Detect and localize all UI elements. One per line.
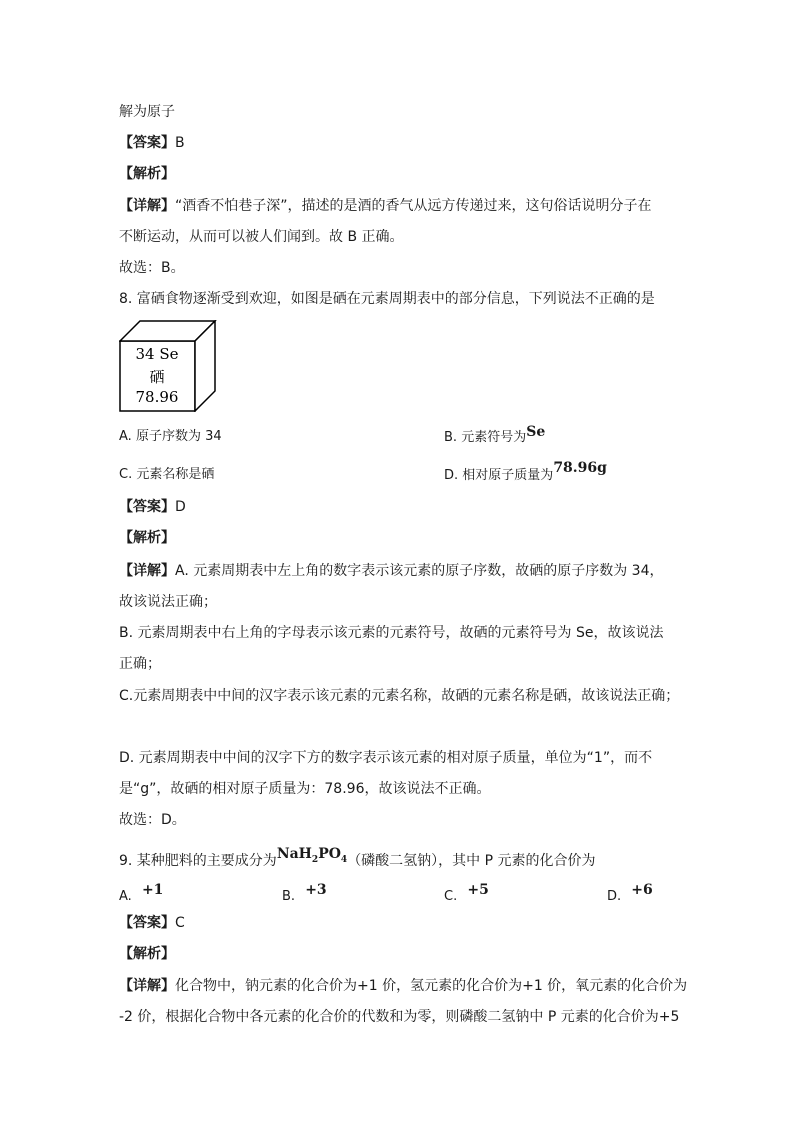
cell-number-symbol: 34 Se bbox=[135, 345, 179, 363]
option-label: D. bbox=[444, 468, 459, 483]
option-value: +1 bbox=[141, 882, 164, 898]
q7-detail-line1 bbox=[119, 196, 652, 216]
option-formula: 78.96g bbox=[553, 460, 607, 476]
q8-detail-a2: 故该说法正确； bbox=[119, 594, 217, 610]
detail-tag: 【详解】 bbox=[119, 563, 175, 579]
q9-option-b bbox=[282, 882, 327, 907]
option-label: B. bbox=[282, 889, 296, 904]
cell-atomic-mass: 78.96 bbox=[135, 388, 179, 406]
option-label: D. bbox=[607, 889, 622, 904]
q8-option-b bbox=[444, 424, 546, 448]
cell-element-name: 硒 bbox=[149, 368, 165, 386]
q9-detail-line2: -2 价，根据化合物中各元素的化合价的代数和为零，则磷酸二氢钠中 P 元素的化合价为+5 bbox=[119, 1009, 680, 1025]
q8-answer: D bbox=[175, 499, 186, 515]
q9-analysis-tag: 【解析】 bbox=[119, 946, 175, 962]
option-value: +6 bbox=[631, 882, 653, 898]
q8-question: 8. 富硒食物逐渐受到欢迎，如图是硒在元素周期表中的部分信息，下列说法不正确的是 bbox=[119, 291, 655, 307]
q8-analysis-tag: 【解析】 bbox=[119, 530, 175, 546]
q9-option-c bbox=[444, 882, 489, 907]
option-text: 元素名称是硒 bbox=[136, 467, 215, 482]
option-formula: Se bbox=[526, 424, 546, 440]
answer-tag: 【答案】 bbox=[119, 915, 175, 931]
option-value: +5 bbox=[467, 882, 489, 898]
q9-option-a bbox=[119, 882, 164, 907]
formula-subscript: 4 bbox=[340, 854, 348, 865]
q7-detail-text1: “酒香不怕巷子深”，描述的是酒的香气从远方传递过来，这句俗话说明分子在 bbox=[175, 198, 652, 214]
option-label: C. bbox=[444, 889, 458, 904]
option-label: A. bbox=[119, 889, 132, 904]
q9-detail-line1 bbox=[119, 976, 687, 996]
q8-detail-a1 bbox=[119, 561, 664, 581]
option-label: C. bbox=[119, 467, 133, 482]
option-text: 相对原子质量为 bbox=[462, 468, 554, 483]
q9-detail-text1: 化合物中，钠元素的化合价为+1 价，氢元素的化合价为+1 价，氧元素的化合价为 bbox=[175, 978, 688, 994]
selenium-periodic-cell bbox=[119, 320, 217, 412]
formula-part: NaH bbox=[276, 846, 312, 862]
option-text: 原子序数为 34 bbox=[135, 429, 222, 444]
formula-part: PO bbox=[318, 846, 341, 862]
q9-formula bbox=[276, 846, 348, 865]
q7-conclusion: 故选：B。 bbox=[119, 260, 185, 276]
answer-tag: 【答案】 bbox=[119, 135, 175, 151]
q8-conclusion: 故选：D。 bbox=[119, 812, 186, 828]
q9-option-d bbox=[607, 882, 653, 907]
option-label: A. bbox=[119, 429, 132, 444]
q7-detail-line2: 不断运动，从而可以被人们闻到。故 B 正确。 bbox=[119, 229, 404, 245]
q8-detail-c: C.元素周期表中中间的汉字表示该元素的元素名称，故硒的元素名称是硒，故该说法正确； bbox=[119, 688, 680, 704]
q8-detail-d1: D. 元素周期表中中间的汉字下方的数字表示该元素的相对原子质量，单位为“1”，而不 bbox=[119, 750, 653, 766]
q9-question-suffix: （磷酸二氢钠），其中 P 元素的化合价为 bbox=[347, 853, 596, 869]
option-value: +3 bbox=[305, 882, 327, 898]
q8-detail-a1-text: A. 元素周期表中左上角的数字表示该元素的原子序数，故硒的原子序数为 34， bbox=[175, 563, 664, 579]
q8-option-a bbox=[119, 427, 222, 447]
detail-tag: 【详解】 bbox=[119, 978, 175, 994]
q9-answer: C bbox=[175, 915, 185, 931]
answer-tag: 【答案】 bbox=[119, 499, 175, 515]
q9-question-prefix: 9. 某种肥料的主要成分为 bbox=[119, 853, 277, 869]
q9-question bbox=[119, 846, 596, 877]
q7-analysis-tag: 【解析】 bbox=[119, 166, 175, 182]
detail-tag: 【详解】 bbox=[119, 198, 175, 214]
q8-answer-line bbox=[119, 497, 186, 517]
option-label: B. bbox=[444, 430, 458, 445]
formula-subscript: 2 bbox=[311, 854, 319, 865]
q8-detail-b1: B. 元素周期表中右上角的字母表示该元素的元素符号，故硒的元素符号为 Se，故该说法 bbox=[119, 625, 664, 641]
q8-option-c bbox=[119, 465, 214, 485]
q7-answer-line bbox=[119, 133, 185, 153]
option-text: 元素符号为 bbox=[461, 430, 527, 445]
q8-detail-d2: 是“g”，故硒的相对原子质量为：78.96，故该说法不正确。 bbox=[119, 781, 491, 797]
q8-option-d bbox=[444, 460, 607, 486]
q9-answer-line bbox=[119, 913, 185, 933]
q8-detail-b2: 正确； bbox=[119, 656, 161, 672]
q7-tail-text: 解为原子 bbox=[119, 104, 175, 120]
q7-answer: B bbox=[175, 135, 185, 151]
